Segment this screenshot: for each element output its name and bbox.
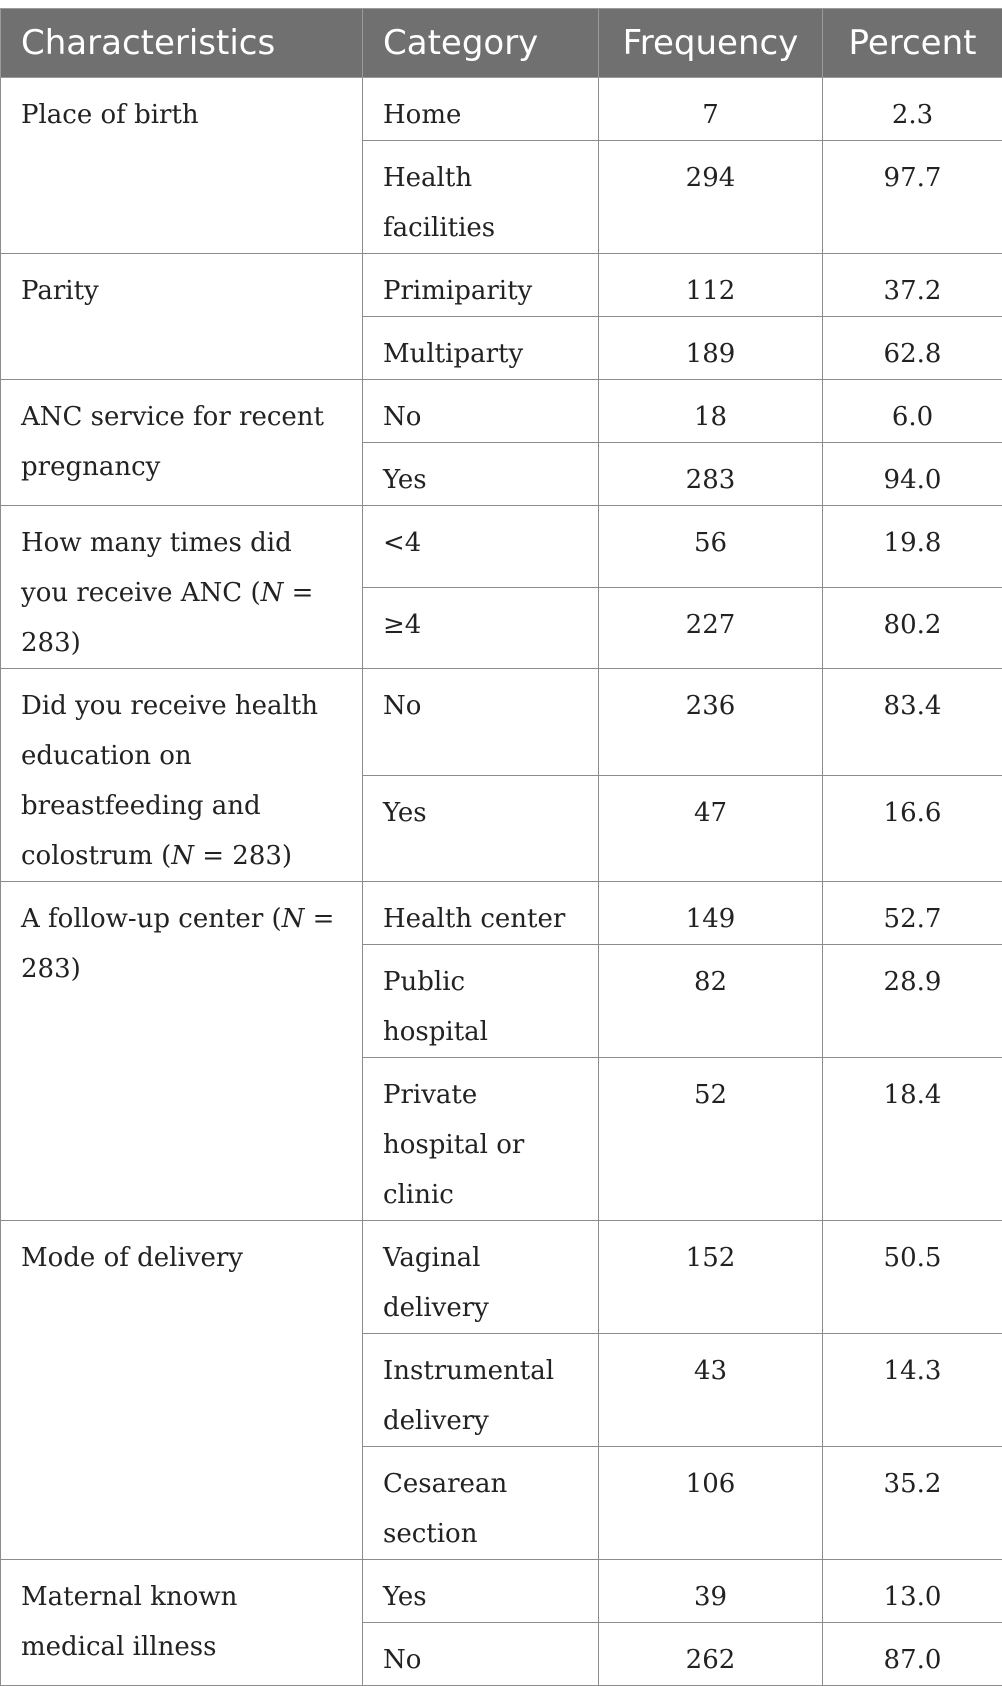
- percent-cell: 94.0: [823, 443, 1002, 506]
- header-percent: Percent: [823, 9, 1002, 78]
- category-cell: Primiparity: [363, 254, 599, 317]
- frequency-cell: 18: [599, 380, 823, 443]
- characteristic-cell: [1, 1560, 363, 1686]
- category-cell: No: [363, 380, 599, 443]
- percent-cell: 16.6: [823, 775, 1002, 882]
- percent-cell: 2.3: [823, 78, 1002, 141]
- category-cell: Yes: [363, 775, 599, 882]
- sample-size-value: = 283): [21, 904, 334, 984]
- frequency-cell: 294: [599, 141, 823, 254]
- header-row: [1, 9, 1002, 78]
- percent-cell: 18.4: [823, 1058, 1002, 1221]
- characteristic-label: Did you receive health education on breastfeeding and colostrum (: [21, 691, 318, 871]
- category-cell: No: [363, 1623, 599, 1686]
- characteristic-cell: [1, 1221, 363, 1560]
- table-row: [1, 506, 1002, 588]
- characteristic-label: Place of birth: [21, 100, 199, 130]
- percent-cell: 52.7: [823, 882, 1002, 945]
- header-frequency: Frequency: [599, 9, 823, 78]
- data-table: [0, 8, 1002, 1686]
- table-row: [1, 78, 1002, 141]
- category-cell: Multiparty: [363, 317, 599, 380]
- frequency-cell: 262: [599, 1623, 823, 1686]
- percent-cell: 35.2: [823, 1447, 1002, 1560]
- category-cell: Health facilities: [363, 141, 599, 254]
- category-cell: Instrumental delivery: [363, 1334, 599, 1447]
- table-row: [1, 1221, 1002, 1334]
- frequency-cell: 82: [599, 945, 823, 1058]
- table-row: [1, 669, 1002, 776]
- category-cell: No: [363, 669, 599, 776]
- characteristic-cell: [1, 506, 363, 669]
- characteristic-cell: [1, 78, 363, 254]
- characteristic-label: How many times did you receive ANC (: [21, 528, 292, 608]
- frequency-cell: 56: [599, 506, 823, 588]
- percent-cell: 14.3: [823, 1334, 1002, 1447]
- percent-cell: 50.5: [823, 1221, 1002, 1334]
- percent-cell: 80.2: [823, 587, 1002, 669]
- category-cell: Cesarean section: [363, 1447, 599, 1560]
- category-cell: Private hospital or clinic: [363, 1058, 599, 1221]
- percent-cell: 6.0: [823, 380, 1002, 443]
- characteristic-cell: [1, 254, 363, 380]
- characteristic-label: Mode of delivery: [21, 1243, 243, 1273]
- characteristic-cell: [1, 669, 363, 882]
- frequency-cell: 227: [599, 587, 823, 669]
- characteristic-label: ANC service for recent pregnancy: [21, 402, 324, 482]
- percent-cell: 13.0: [823, 1560, 1002, 1623]
- table-row: [1, 380, 1002, 443]
- sample-size-value: = 283): [194, 841, 292, 871]
- category-cell: Vaginal delivery: [363, 1221, 599, 1334]
- category-cell: Home: [363, 78, 599, 141]
- frequency-cell: 152: [599, 1221, 823, 1334]
- header-characteristics: Characteristics: [1, 9, 363, 78]
- table-row: [1, 1560, 1002, 1623]
- percent-cell: 87.0: [823, 1623, 1002, 1686]
- table-row: [1, 254, 1002, 317]
- characteristic-cell: [1, 882, 363, 1221]
- characteristic-label: A follow-up center (: [21, 904, 282, 934]
- frequency-cell: 149: [599, 882, 823, 945]
- sample-size-symbol: N: [171, 841, 194, 871]
- percent-cell: 28.9: [823, 945, 1002, 1058]
- percent-cell: 62.8: [823, 317, 1002, 380]
- frequency-cell: 43: [599, 1334, 823, 1447]
- frequency-cell: 47: [599, 775, 823, 882]
- frequency-cell: 189: [599, 317, 823, 380]
- table-row: [1, 882, 1002, 945]
- category-cell: ≥4: [363, 587, 599, 669]
- percent-cell: 19.8: [823, 506, 1002, 588]
- header-category: Category: [363, 9, 599, 78]
- frequency-cell: 39: [599, 1560, 823, 1623]
- category-cell: Yes: [363, 443, 599, 506]
- sample-size-symbol: N: [282, 904, 305, 934]
- percent-cell: 97.7: [823, 141, 1002, 254]
- frequency-cell: 7: [599, 78, 823, 141]
- sample-size-value: = 283): [21, 578, 313, 658]
- category-cell: Yes: [363, 1560, 599, 1623]
- frequency-cell: 106: [599, 1447, 823, 1560]
- characteristic-label: Parity: [21, 276, 99, 306]
- frequency-cell: 52: [599, 1058, 823, 1221]
- frequency-cell: 112: [599, 254, 823, 317]
- frequency-cell: 283: [599, 443, 823, 506]
- characteristic-cell: [1, 380, 363, 506]
- table-body: [1, 78, 1002, 1686]
- characteristic-label: Maternal known medical illness: [21, 1582, 237, 1662]
- percent-cell: 37.2: [823, 254, 1002, 317]
- percent-cell: 83.4: [823, 669, 1002, 776]
- sample-size-symbol: N: [261, 578, 284, 608]
- table-header: [1, 9, 1002, 78]
- category-cell: Health center: [363, 882, 599, 945]
- category-cell: <4: [363, 506, 599, 588]
- category-cell: Public hospital: [363, 945, 599, 1058]
- frequency-cell: 236: [599, 669, 823, 776]
